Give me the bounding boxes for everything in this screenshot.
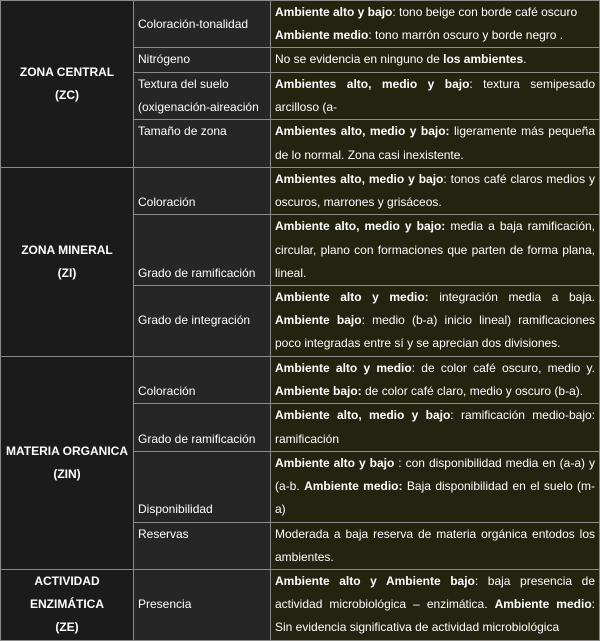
property-cell: Reservas <box>134 522 271 569</box>
environment-label: Ambiente medio: <box>304 479 403 494</box>
description-text: : de color café oscuro, medio y. <box>411 360 595 375</box>
property-cell: Disponibilidad <box>134 452 271 523</box>
property-line: (oxigenación-aireación <box>138 99 259 114</box>
table-row <box>1 1 600 48</box>
description-text: . <box>523 52 527 67</box>
description-cell <box>271 356 600 403</box>
zone-code: (ZC) <box>55 88 79 102</box>
description-cell <box>271 286 600 357</box>
environment-label: Ambiente alto y bajo <box>275 5 393 19</box>
environment-label: Ambiente bajo: <box>275 383 362 398</box>
zone-name: ZONA MINERAL <box>21 242 113 257</box>
property-line: Textura del suelo <box>138 76 229 91</box>
environment-label: Ambiente medio <box>275 28 369 43</box>
description-cell <box>271 522 600 569</box>
description-cell <box>271 120 600 168</box>
description-text: : tono beige con borde café oscuro <box>392 5 578 19</box>
environment-label: Ambientes alto, medio y bajo: <box>275 124 450 139</box>
table-row <box>1 168 600 215</box>
zone-code: (ZIN) <box>53 466 81 481</box>
property-cell: Presencia <box>134 570 271 641</box>
description-text: integración media a baja. <box>428 290 595 305</box>
zone-central-cell <box>1 1 134 168</box>
description-text: No se evidencia en ninguno de <box>275 52 444 67</box>
description-text: Baja disponibilidad en el suelo (m-a) <box>275 479 596 517</box>
property-cell: Nitrógeno <box>134 48 271 72</box>
table-row <box>1 570 600 641</box>
description-cell <box>271 452 600 523</box>
description-cell <box>271 72 600 119</box>
property-cell: Coloración <box>134 356 271 403</box>
zone-mineral-cell <box>1 168 134 357</box>
zone-name: ENZIMÁTICA <box>30 597 104 612</box>
environment-label: Ambiente alto y Ambiente bajo <box>275 574 475 589</box>
property-cell: Grado de ramificación <box>134 404 271 452</box>
description-text: Moderada a baja reserva de materia orgánica entodos los ambientes. <box>275 526 595 564</box>
zone-name: ACTIVIDAD <box>34 574 100 589</box>
description-cell <box>271 215 600 286</box>
description-text: : textura semipesado arcilloso (a- <box>275 76 595 114</box>
environment-label: Ambiente alto y medio <box>275 360 412 375</box>
environment-label: Ambiente alto y medio: <box>275 290 429 305</box>
description-text: : medio (b-a) inicio lineal) ramificaciones poco integradas entre sí y se aprecian dos divisiones. <box>275 313 596 351</box>
description-cell <box>271 570 600 641</box>
table-row <box>1 356 600 403</box>
property-cell: Grado de ramificación <box>134 215 271 286</box>
zone-name: ZONA CENTRAL <box>19 64 115 79</box>
description-text: media a baja ramificación, circular, plano con formaciones que parten de forma plana, lineal. <box>275 219 595 280</box>
description-text: : baja presencia de actividad microbiológica – enzimática. <box>275 574 595 612</box>
description-cell <box>271 404 600 452</box>
environment-label: Ambientes alto, medio y bajo <box>275 172 444 187</box>
environment-label: Ambiente alto, medio y bajo <box>275 408 451 423</box>
environment-label: los ambientes <box>443 52 524 67</box>
description-text: : tonos café claros medios y oscuros, marrones y grisáceos. <box>275 172 596 210</box>
zone-code: (ZI) <box>57 265 77 280</box>
description-cell <box>271 1 600 48</box>
zone-enzymatic-activity-cell <box>1 570 134 641</box>
zone-code: (ZE) <box>55 620 79 635</box>
property-cell: Coloración <box>134 168 271 215</box>
description-text: : con disponibilidad media en (a-a) y (a-b. <box>275 456 595 494</box>
description-cell <box>271 168 600 215</box>
property-cell <box>134 72 271 119</box>
property-cell: Tamaño de zona <box>134 120 271 168</box>
environment-label: Ambiente alto y bajo <box>275 456 395 471</box>
environment-label: Ambiente bajo <box>275 313 362 328</box>
description-cell <box>271 48 600 72</box>
description-text: : tono marrón oscuro y borde negro . <box>368 28 564 43</box>
environment-label: Ambientes alto, medio y bajo <box>275 76 470 91</box>
description-text: : Sin evidencia significativa de actividad microbiológica <box>275 597 595 635</box>
description-text: : ramificación medio-bajo: ramificación <box>275 408 595 446</box>
environment-label: Ambiente alto, medio y bajo: <box>275 219 446 234</box>
property-cell: Grado de integración <box>134 286 271 357</box>
zone-organic-matter-cell <box>1 356 134 569</box>
environment-label: Ambiente medio <box>494 597 592 612</box>
zone-name: MATERIA ORGANICA <box>6 443 128 458</box>
property-cell: Coloración-tonalidad <box>134 1 271 48</box>
description-text: de color café claro, medio y oscuro (b-a). <box>361 383 584 398</box>
description-text: ligeramente más pequeña de lo normal. Zona casi inexistente. <box>275 124 595 162</box>
